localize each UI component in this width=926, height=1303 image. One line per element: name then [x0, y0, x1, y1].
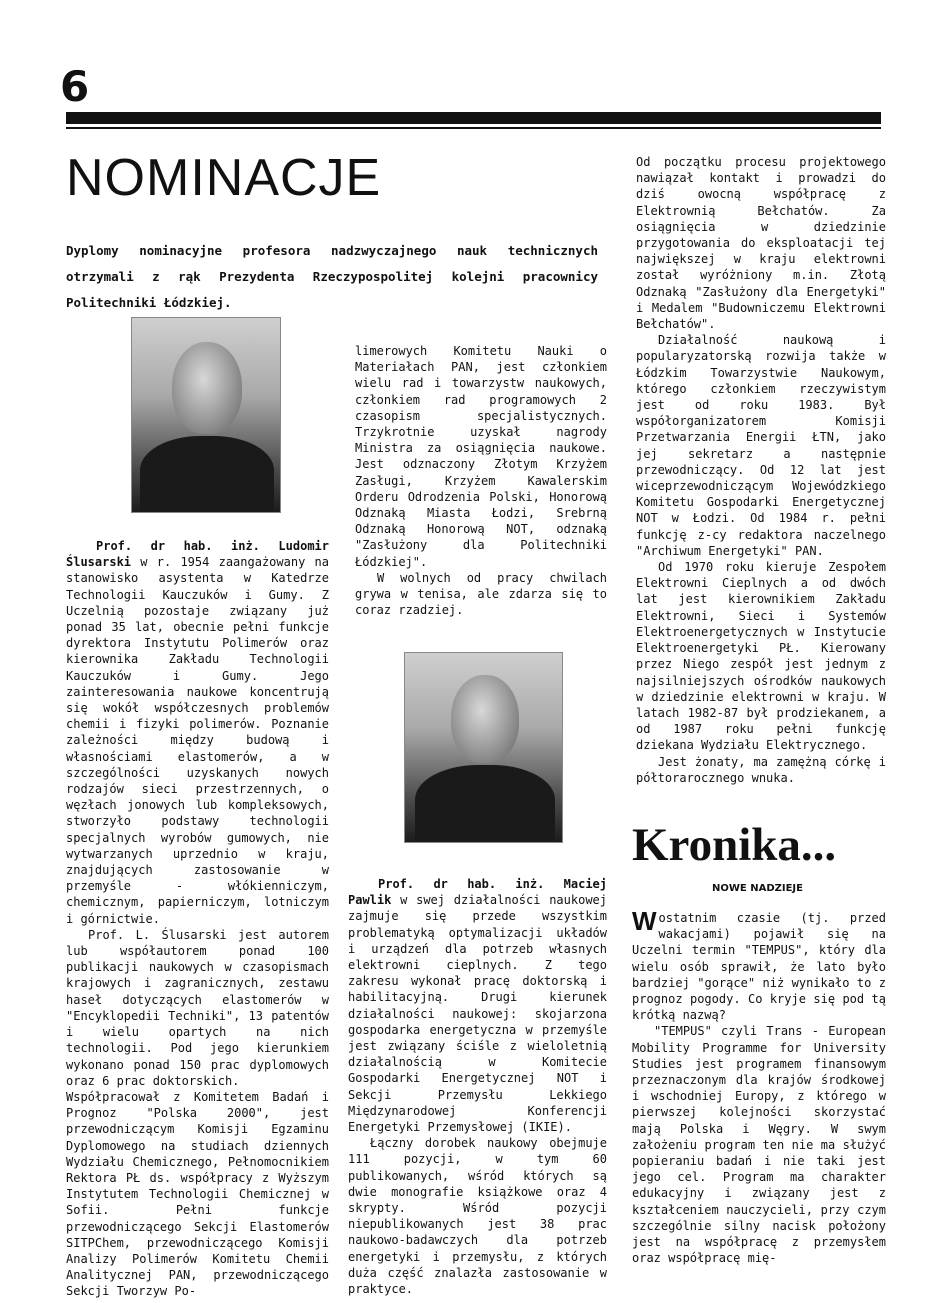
- column-2-lower: [348, 876, 607, 1297]
- header-rule: [66, 112, 881, 124]
- column-1: [66, 538, 329, 1300]
- bio-paragraph: W wolnych od pracy chwilach grywa w tenisa, ale zdarza się to coraz rzadziej.: [355, 570, 607, 618]
- bio-paragraph: limerowych Komitetu Nauki o Materiałach PAN, jest członkiem wielu rad i towarzystw naukowych, członkiem rad programowych 2 czasopism specjalistycznych. Trzykrotnie uzyskał nagrody Ministra za osiągnięcia naukowe. Jest odznaczony Złotym Krzyżem Zasługi, Krzyżem Kawalerskim Orderu Odrodzenia Polski, Honorową Odznaką Miasta Łodzi, Srebrną Odznaką Honorową NOT, odznaką "Zasłużony dla Politechniki Łódzkiej".: [355, 344, 607, 569]
- portrait-photo-slusarski: [131, 317, 281, 513]
- bio-text: w r. 1954 zaangażowany na stanowisko asystenta w Katedrze Technologii Kauczuków i Gumy. Z Uczelnią pozostaje związany już ponad 35 lat, obecnie pełni funkcje dyrektora Instytutu Polimerów oraz kierownika Zakładu Technologii Kauczuków i Gumy. Jego zainteresowania naukowe koncentrują się wokół współczesnych problemów chemii i fizyki polimerów. Poznanie zależności między budową i własnościami elastomerów, a w szczególności uzyskanych nowych rodzajów sieci przestrzennych, o węzłach jonowych lub kompleksowych, stworzyło podstawy technologii specjalnych wyrobów gumowych, nie wytwarzanych uprzednio w kraju, znajdujących zastosowanie w przemyśle - włókienniczym, chemicznym, papierniczym, lotniczym i górnictwie.: [66, 555, 329, 926]
- bio-text: w swej działalności naukowej zajmuje się przede wszystkim problematyką optymalizacji układów i urządzeń dla potrzeb własnych elektrowni cieplnych. Z tego zakresu wykonał pracę doktorską i habilitacyjną. Drugi kierunek działalności naukowej: skojarzona gospodarka energetyczna w przemyśle jest związany ściśle z wieloletnią działalnością w Komitecie Gospodarki Energetycznej NOT i Sekcji Przemysłu Lekkiego Międzynarodowej Konferencji Energetyki Przemysłowej (IKIE).: [348, 893, 607, 1135]
- column-kronika: [632, 906, 886, 1266]
- bio-paragraph: Prof. L. Ślusarski jest autorem lub współautorem ponad 100 publikacji naukowych w czasopismach krajowych i zagranicznych, zestawu haseł dotyczących elastomerów w "Encyklopedii Techniki", 13 patentów i wielu opartych na nich technologii. Pod jego kierunkiem wykonano ponad 150 prac dyplomowych oraz 6 prac doktorskich.: [66, 927, 329, 1088]
- news-text: ostatnim czasie (tj. przed wakacjami) pojawił się na Uczelni termin "TEMPUS", który dla wielu osób sprawił, że lato było bardziej "gorące" niż wynikało to z prognoz pogody. Co kryje się pod tą krótką nazwą?: [632, 911, 886, 1023]
- bio-paragraph: Od początku procesu projektowego nawiązał kontakt i prowadzi do dziś owocną współpracę z Elektrownią Bełchatów. Za osiągnięcia w dziedzinie przygotowania do eksploatacji tej największej w kraju elektrowni został wyróżniony m.in. Złotą Odznaką "Zasłużony dla Energetyki" i Medalem "Budowniczemu Elektrowni Bełchatów".: [636, 155, 886, 332]
- portrait-photo-pawlik: [404, 652, 563, 843]
- kronika-heading: Kronika...: [632, 819, 837, 871]
- person-name: Prof. dr hab. inż. Maciej Pawlik: [348, 877, 607, 908]
- bio-paragraph: Działalność naukową i popularyzatorską rozwija także w Łódzkim Towarzystwie Naukowym, którego członkiem rzeczywistym jest od roku 1983. Był współorganizatorem Komisji Przetwarzania Energii ŁTN, jako jej sekretarz a następnie przewodniczący. Od 12 lat jest wiceprzewodniczącym Wojewódzkiego Komitetu Gospodarki Energetycznej NOT w Łodzi. Od 1984 r. pełni funkcję z-cy redaktora naczelnego "Archiwum Energetyki" PAN.: [636, 333, 886, 558]
- drop-cap: W: [632, 906, 657, 936]
- column-3: [636, 154, 886, 786]
- bio-paragraph: Od 1970 roku kieruje Zespołem Elektrowni Cieplnych a od dwóch lat jest kierownikiem Zakładu Elektrowni, Sieci i Systemów Elektroenergetycznych w Instytucie Elektroenergetyki PŁ. Kierowany przez Niego zespół jest jednym z najsilniejszych ośrodków naukowych w dziedzinie elektrowni w kraju. W latach 1982-87 był prodziekanem, a od 1987 roku pełni funkcję dziekana Wydziału Elektrycznego.: [636, 560, 886, 753]
- header-rule-thin: [66, 127, 881, 129]
- intro-text: Dyplomy nominacyjne profesora nadzwyczajnego nauk technicznych otrzymali z rąk Prezydenta Rzeczypospolitej kolejni pracownicy Politechniki Łódzkiej.: [66, 243, 598, 310]
- page-title: NOMINACJE: [66, 149, 382, 207]
- news-paragraph: "TEMPUS" czyli Trans - European Mobility Programme for University Studies jest programem finansowym przeznaczonym dla krajów środkowej i wschodniej Europy, z którego w pierwszej kolejności skorzystać mają Polska i Węgry. W swym założeniu program ten nie ma służyć popieraniu badań i nie taki jest jego cel. Program ma charakter edukacyjny i związany jest z kształceniem nauczycieli, przy czym szczególnie silny nacisk położony jest na współpracę z przemysłem oraz współpracę mię-: [632, 1024, 886, 1266]
- bio-paragraph: Łączny dorobek naukowy obejmuje 111 pozycji, w tym 60 publikowanych, wśród których są dwie monografie książkowe oraz 4 skrypty. Wśród pozycji niepublikowanych jest 38 prac naukowo-badawczych dla potrzeb energetyki i przemysłu, z których duża część znalazła zastosowanie w praktyce.: [348, 1136, 607, 1297]
- bio-paragraph: Jest żonaty, ma zamężną córkę i półtorarocznego wnuka.: [636, 754, 886, 785]
- bio-paragraph: [66, 538, 329, 927]
- bio-paragraph: Współpracował z Komitetem Badań i Prognoz "Polska 2000", jest przewodniczącym Komisji Egzaminu Dyplomowego na studiach dziennych Wydziału Chemicznego, Pełnomocnikiem Rektora PŁ ds. współpracy z Wyższym Instytutem Technologii Chemicznej w Sofii. Pełni funkcje przewodniczącego Sekcji Elastomerów SITPChem, przewodniczącego Komisji Analizy Polimerów Komitetu Chemii Analitycznej PAN, przewodniczącego Sekcji Tworzyw Po-: [66, 1089, 329, 1299]
- column-2: [355, 343, 607, 618]
- person-name: Prof. dr hab. inż. Ludomir Ślusarski: [66, 539, 329, 570]
- bio-paragraph: [348, 876, 607, 1135]
- kronika-subtitle: NOWE NADZIEJE: [712, 883, 803, 894]
- page-number: 6: [60, 62, 90, 111]
- news-paragraph: [632, 906, 886, 1023]
